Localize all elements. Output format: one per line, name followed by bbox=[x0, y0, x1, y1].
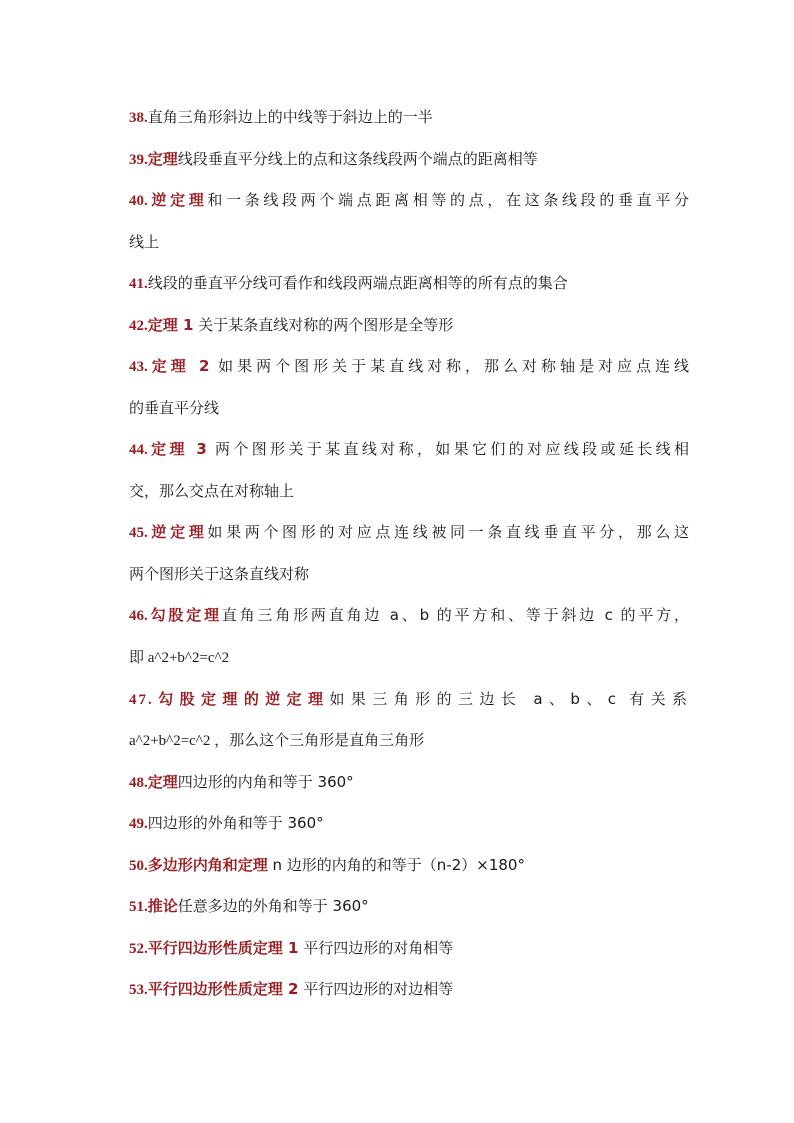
item-text-continuation: 两个图形关于这条直线对称 bbox=[129, 565, 310, 583]
item-45-continuation bbox=[129, 564, 689, 584]
item-40 bbox=[129, 190, 689, 211]
item-number: 53. bbox=[129, 982, 148, 998]
item-number: 50. bbox=[129, 858, 148, 874]
item-text-continuation: 线上 bbox=[129, 233, 160, 251]
item-number: 44. bbox=[129, 442, 148, 458]
item-46-continuation bbox=[129, 647, 689, 668]
item-number: 39. bbox=[129, 152, 148, 168]
item-keyword: 推论 bbox=[147, 897, 178, 915]
item-50 bbox=[129, 855, 689, 876]
item-40-continuation bbox=[129, 232, 689, 252]
item-47 bbox=[129, 689, 689, 710]
item-keyword: 平行四边形性质定理 2 bbox=[147, 980, 299, 998]
item-text: 和一条线段两个端点距离相等的点，在这条线段的垂直平分 bbox=[207, 191, 689, 209]
item-keyword: 平行四边形性质定理 1 bbox=[147, 939, 299, 957]
item-keyword: 定理 3 bbox=[147, 440, 207, 458]
item-text: 四边形的外角和等于 360° bbox=[147, 814, 324, 832]
item-number: 51. bbox=[129, 899, 148, 915]
item-text: 如果两个图形关于某直线对称，那么对称轴是对应点连线 bbox=[209, 357, 689, 375]
item-51 bbox=[129, 896, 689, 917]
item-keyword: 多边形内角和定理 bbox=[147, 856, 268, 874]
item-number: 49. bbox=[129, 816, 148, 832]
item-text: 线段垂直平分线上的点和这条线段两个端点的距离相等 bbox=[177, 150, 538, 168]
item-53 bbox=[129, 979, 689, 1000]
item-44-continuation bbox=[129, 481, 689, 501]
item-number: 46. bbox=[129, 608, 148, 624]
item-text: n 边形的内角的和等于（n-2）×180° bbox=[267, 856, 525, 874]
item-keyword: 定理 bbox=[147, 773, 178, 791]
item-text: 四边形的内角和等于 360° bbox=[177, 773, 354, 791]
item-text-continuation: a^2+b^2=c^2 ，那么这个三角形是直角三角形 bbox=[129, 733, 425, 749]
item-41 bbox=[129, 273, 689, 294]
item-text: 如果两个图形的对应点连线被同一条直线垂直平分，那么这 bbox=[207, 523, 689, 541]
item-text: 平行四边形的对边相等 bbox=[298, 980, 454, 998]
item-keyword: 逆定理 bbox=[147, 523, 208, 541]
item-text: 直角三角形两直角边 a、b 的平方和、等于斜边 c 的平方， bbox=[221, 606, 689, 624]
item-number: 52. bbox=[129, 941, 148, 957]
item-39 bbox=[129, 149, 689, 170]
item-number: 38. bbox=[129, 110, 148, 126]
item-52 bbox=[129, 938, 689, 959]
item-text-continuation: 即 a^2+b^2=c^2 bbox=[129, 650, 230, 666]
item-44 bbox=[129, 439, 689, 460]
item-text: 线段的垂直平分线可看作和线段两端点距离相等的所有点的集合 bbox=[147, 274, 568, 292]
item-48 bbox=[129, 772, 689, 793]
item-number: 42. bbox=[129, 318, 148, 334]
item-keyword: 定理 2 bbox=[147, 357, 210, 375]
item-43 bbox=[129, 356, 689, 377]
item-number: 48. bbox=[129, 775, 148, 791]
item-42 bbox=[129, 315, 689, 336]
item-keyword: 勾股定理 bbox=[147, 606, 222, 624]
item-47-continuation bbox=[129, 730, 689, 751]
item-text: 关于某条直线对称的两个图形是全等形 bbox=[193, 316, 454, 334]
item-43-continuation bbox=[129, 398, 689, 418]
item-keyword: 定理 1 bbox=[147, 316, 194, 334]
item-number: 43. bbox=[129, 359, 148, 375]
item-keyword: 逆定理 bbox=[147, 191, 208, 209]
item-number: 40. bbox=[129, 193, 148, 209]
item-text: 直角三角形斜边上的中线等于斜边上的一半 bbox=[147, 108, 433, 126]
item-38 bbox=[129, 107, 689, 128]
item-45 bbox=[129, 522, 689, 543]
item-number: 41. bbox=[129, 276, 148, 292]
item-number: 47. bbox=[129, 692, 154, 708]
item-text: 如果三角形的三边长 a、b、c 有关系 bbox=[329, 690, 689, 708]
item-text: 两个图形关于某直线对称，如果它们的对应线段或延长线相 bbox=[206, 440, 689, 458]
item-keyword: 定理 bbox=[147, 150, 178, 168]
item-text-continuation: 交，那么交点在对称轴上 bbox=[129, 482, 295, 500]
item-text: 任意多边的外角和等于 360° bbox=[177, 897, 369, 915]
item-text-continuation: 的垂直平分线 bbox=[129, 399, 220, 417]
item-46 bbox=[129, 605, 689, 626]
item-number: 45. bbox=[129, 525, 148, 541]
item-49 bbox=[129, 813, 689, 834]
item-keyword: 勾股定理的逆定理 bbox=[153, 690, 330, 708]
item-text: 平行四边形的对角相等 bbox=[298, 939, 454, 957]
